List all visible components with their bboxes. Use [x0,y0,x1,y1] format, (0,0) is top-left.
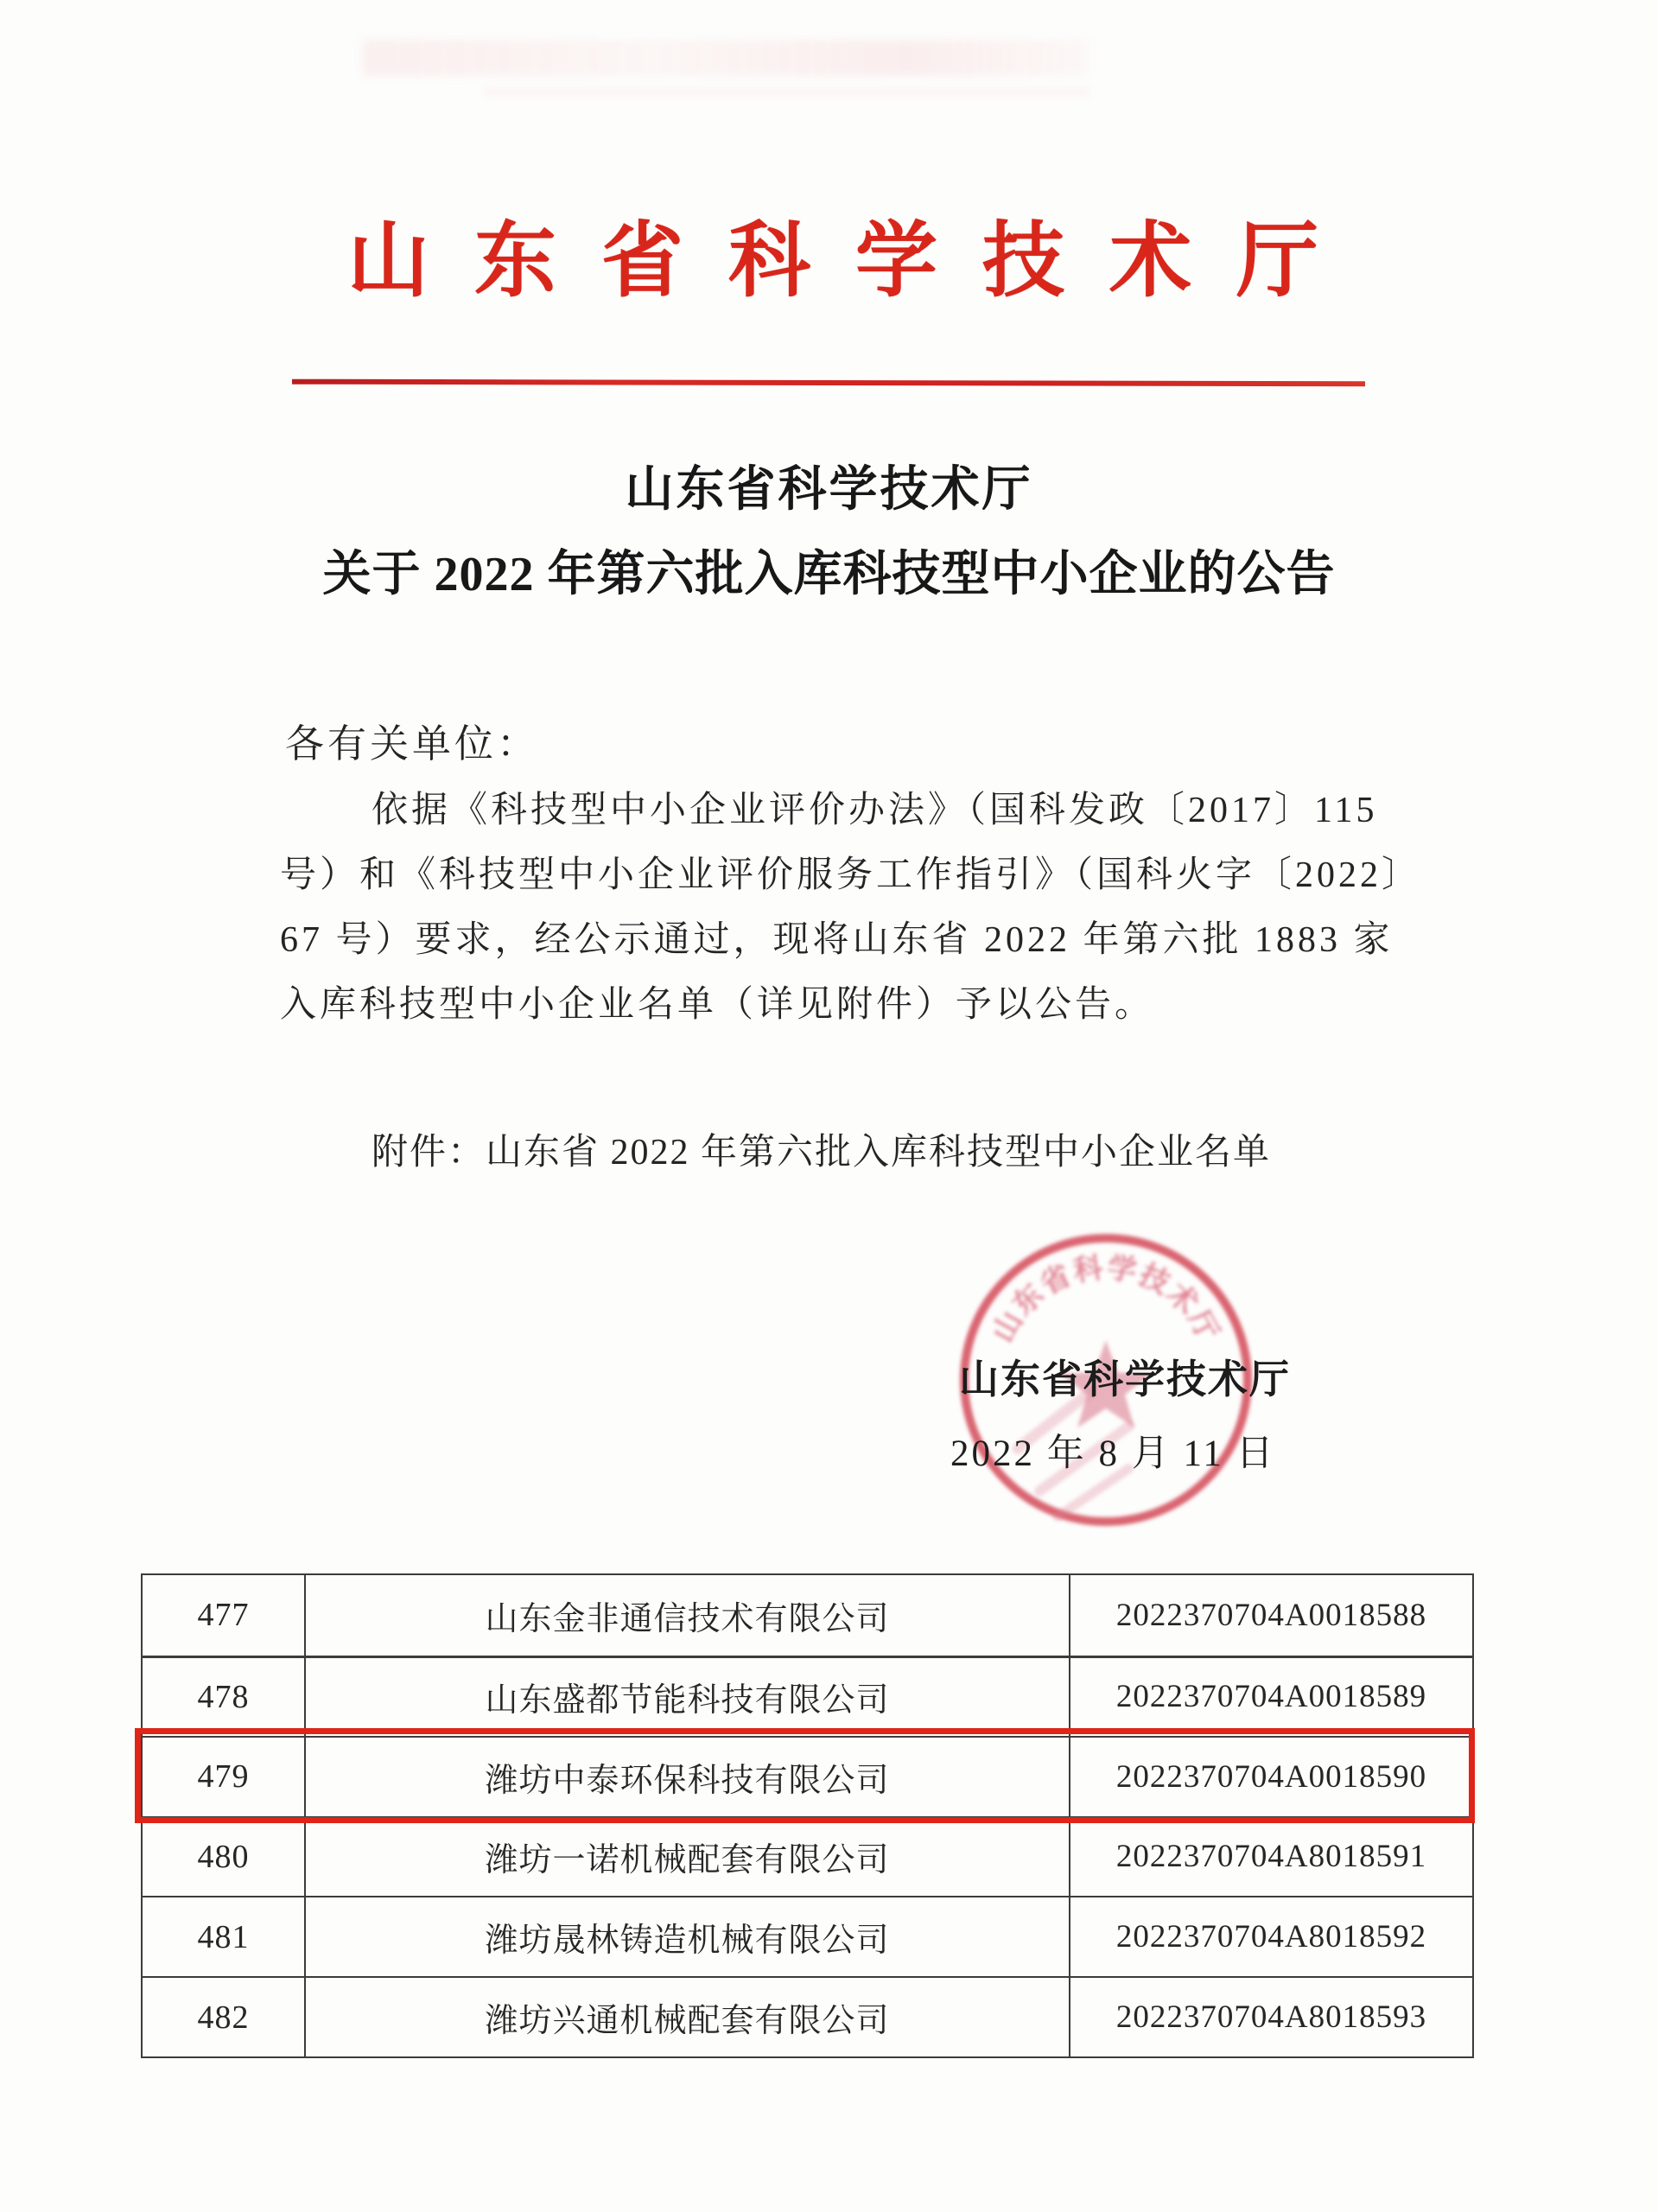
row-479-highlight-box [135,1728,1475,1823]
registration-code: 2022370704A8018593 [1069,1978,1472,2056]
company-name: 潍坊兴通机械配套有限公司 [304,1978,1069,2056]
signature-date: 2022 年 8 月 11 日 [950,1433,1276,1474]
table-row-481 [143,1896,1472,1976]
body-paragraph-line: 号）和《科技型中小企业评价服务工作指引》（国科火字〔2022〕 [280,855,1422,895]
registration-code: 2022370704A0018588 [1069,1575,1472,1656]
table-row-478 [143,1656,1472,1736]
document-title-line1: 山东省科学技术厅 [625,463,1033,517]
body-paragraph-line: 67 号）要求，经公示通过，现将山东省 2022 年第六批 1883 家 [280,920,1394,960]
row-number: 479 [197,1758,250,1796]
registration-code: 2022370704A8018591 [1069,1818,1472,1897]
company-name: 潍坊中泰环保科技有限公司 [304,1738,1069,1816]
letterhead-divider-line [292,379,1365,387]
registration-code: 2022370704A0018590 [1069,1738,1472,1816]
body-paragraph-line: 依据《科技型中小企业评价办法》（国科发政〔2017〕115 [372,791,1378,830]
seal-arc-text: 山东省科学技术厅 [987,1251,1225,1348]
bleed-through-smudge-2 [484,86,1089,97]
table-row-482 [143,1976,1472,2056]
company-name: 山东金非通信技术有限公司 [304,1575,1069,1656]
company-name: 潍坊晟林铸造机械有限公司 [304,1897,1069,1976]
salutation: 各有关单位： [285,722,540,766]
letterhead-title: 山东省科学技术厅 [347,215,1364,307]
table-row-477 [143,1575,1472,1656]
row-number: 477 [197,1597,250,1634]
row-number: 481 [197,1918,250,1955]
bleed-through-smudge [363,40,1089,76]
row-number: 478 [197,1678,250,1715]
company-name: 山东盛都节能科技有限公司 [304,1658,1069,1736]
registration-code: 2022370704A0018589 [1069,1658,1472,1736]
registration-code: 2022370704A8018592 [1069,1897,1472,1976]
row-number: 482 [197,1999,250,2036]
company-name: 潍坊一诺机械配套有限公司 [304,1818,1069,1897]
document-title-line2: 关于 2022 年第六批入库科技型中小企业的公告 [322,548,1336,601]
row-number: 480 [197,1838,250,1875]
body-paragraph-line: 入库科技型中小企业名单（详见附件）予以公告。 [280,985,1155,1025]
signature-org-name: 山东省科学技术厅 [959,1357,1291,1402]
attachment-line: 附件：山东省 2022 年第六批入库科技型中小企业名单 [372,1133,1272,1173]
table-row-480 [143,1816,1472,1897]
